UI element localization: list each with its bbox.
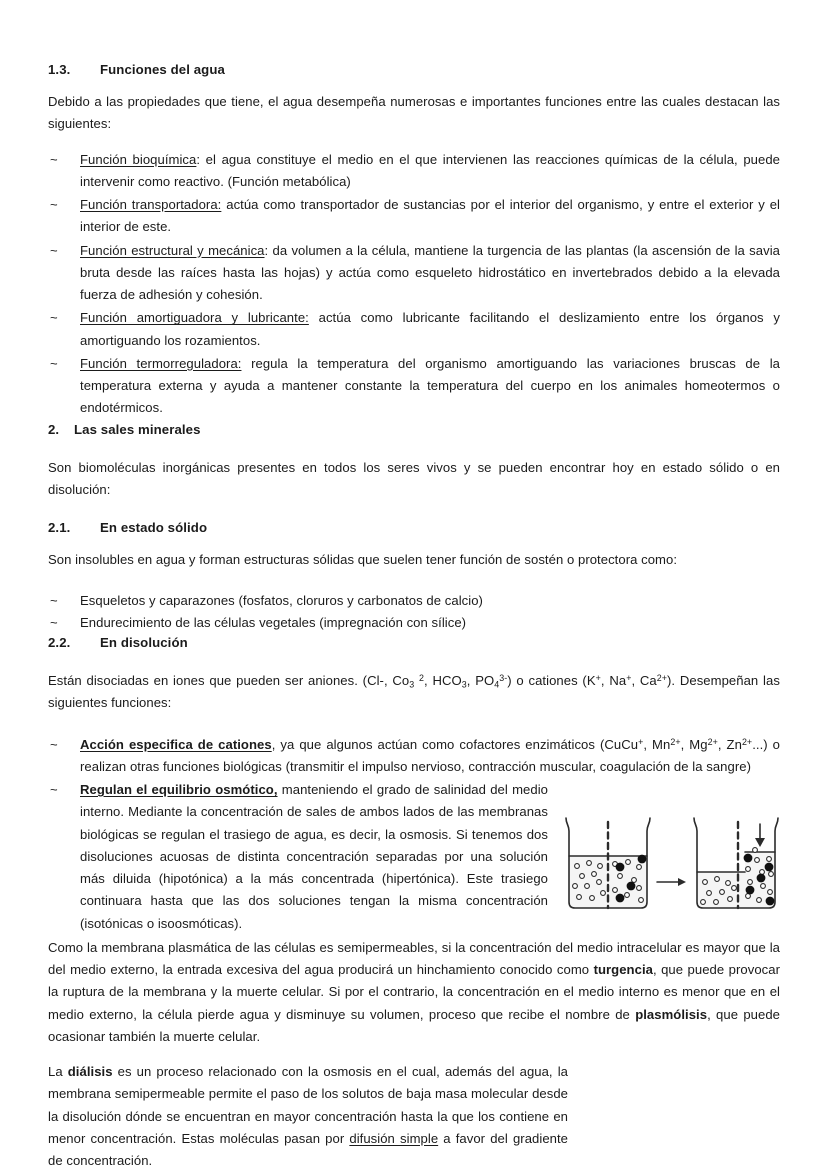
tilde-bullet-icon: ~ [50,151,58,167]
tilde-bullet-icon: ~ [50,197,58,212]
sup: 2+ [656,672,667,683]
paragraph-2-2-intro [48,670,780,715]
sep: , [466,672,476,688]
paragraph-dialisis [48,1061,568,1171]
ion-calcium: $Ca^{2+}$ [639,672,667,688]
term-label: Función amortiguadora y lubricante: [80,310,309,326]
ion-zinc: $Zn^{2+}$ [726,736,753,752]
ion-magnesium: $Mg^{2+}$ [689,736,718,752]
heading-2-1 [48,520,780,535]
list-item [48,149,780,194]
tilde-bullet-icon: ~ [50,736,58,752]
sub: 3 [461,679,467,690]
tilde-bullet-icon: ~ [50,782,58,798]
paragraph-2-1-intro: Son insolubles en agua y forman estructuras sólidas que suelen tener función de sostén o protectora como: [48,552,678,567]
paragraph-turgencia [48,937,780,1048]
heading-1-3-number: 1.3. [48,62,71,77]
osmosis-diagram [558,814,786,922]
paragraph-1-3-intro: Debido a las propiedades que tiene, el agua desempeña numerosas e importantes funciones entre las cuales destacan las siguientes: [48,94,780,132]
keyword-turgencia: turgencia [593,962,653,978]
water-influx-arrow-icon [755,824,765,847]
list-item [48,353,780,420]
period: ). [667,672,676,688]
list-item [48,734,780,779]
process-arrow-icon [657,878,686,886]
text-part: a favor del gradiente de concentración. [48,1130,569,1169]
heading-2-2-title: En disolución [100,634,188,650]
ion-carbonate: $Co_3$ $^2$ [392,672,425,690]
ion-bicarbonate: $HCO_3$ [432,672,467,690]
sep: , [424,672,433,688]
term-label: Función transportadora: [80,197,222,212]
term-body: actúa como lubricante facilitando el deslizamiento entre los órganos y amortiguando los rozamientos. [80,310,780,348]
sup: + [638,736,644,747]
term-label: Regulan el equilibrio osmótico, [80,782,278,798]
sup: + [626,672,632,683]
keyword-plasmolisis: plasmólisis [635,1006,708,1022]
tilde-bullet-icon: ~ [50,355,58,371]
term-body: : el agua constituye el medio en el que intervienen las reacciones químicas de la célula, puede intervenir como reactivo. (Función metabólica) [80,151,780,189]
term-body: regula la temperatura del organismo amortiguando las variaciones bruscas de la temperatura externa y ayuda a mantener constante la temperatura del cuerpo en los animales homeotermos o endotérmicos. [80,355,780,416]
ion-sodium: Na+ [609,672,632,688]
list-funciones-agua [48,149,780,420]
sep: , [717,736,727,752]
heading-2-1-number: 2.1. [48,520,71,535]
text-part: , que puede provocar la ruptura de la membrana y la muerte celular. Si por el contrario, la concentración en el medio interno es menor que en el medio externo, la célula pierde agua y disminuye su volumen, proceso que recibe el nombre de [48,962,780,1022]
text-part: La [48,1064,68,1080]
sep: , [383,672,393,688]
ion-potassium: K+ [586,672,601,688]
sup: + [595,672,601,683]
term-body: : da volumen a la célula, mantiene la turgencia de las plantas (la ascensión de la savia bruta desde las raíces hasta las hojas) y actúa como esqueleto hidrostático en invertebrados debido a la elevada fuerza de adhesión y cohesión. [80,242,780,302]
heading-2-1-title: En estado sólido [100,520,208,535]
tilde-bullet-icon: ~ [50,593,58,609]
tilde-bullet-icon: ~ [50,310,58,326]
term-body: actúa como transportador de sustancias por el interior del organismo, y entre el exterior y el interior de este. [80,197,780,235]
ion-manganese: $Mn^{2+}$ [652,736,681,752]
heading-2-2-number: 2.2. [48,634,71,650]
sep: , [631,672,640,688]
list-item [48,590,780,612]
term-body: manteniendo el grado de salinidad del medio interno. Mediante la concentración de sales de ambos lados de las membranas biológicas se regulan el trasiego de agua, es decir, la osmosis. Si tenemos dos disoluciones acuosas de distinta concentración separadas por una solución más diluida (hipotónica) a la más concentrada (hipertónica). Este trasiego continuara hasta que las dos soluciones tengan la misma concentración (isotónicas o isoosmóticas). [80,782,548,931]
tilde-bullet-icon: ~ [50,242,58,258]
sep: , [643,736,653,752]
heading-1-3-title: Funciones del agua [100,62,225,77]
document-body [48,62,780,1171]
sup: 2+ [707,736,718,747]
list-estado-solido [48,590,780,634]
term-body-b: ...) o realizan otras funciones biológicas (transmitir el impulso nervioso, contracción muscular, coagulación de la sangre) [80,736,780,774]
keyword-dialisis: diálisis [67,1064,113,1080]
term-label: Función estructural y mecánica [80,242,265,258]
term-label: Función termorreguladora: [80,355,242,371]
text-part: , que puede ocasionar también la muerte celular. [48,1006,780,1044]
term-label: Función bioquímica [80,151,197,167]
sup: 3- [499,672,508,683]
paragraph-2-2-suffix: Desempeñan las siguientes funciones: [48,672,780,711]
sup: 2 [419,672,425,683]
list-item [48,612,780,634]
tilde-bullet-icon: ~ [50,614,58,630]
heading-2-number: 2. [48,421,60,437]
list-item-label: Endurecimiento de las células vegetales (impregnación con sílice) [80,614,467,630]
list-item-label: Esqueletos y caparazones (fosfatos, cloruros y carbonatos de calcio) [80,593,483,609]
osmosis-figure-svg [558,814,786,922]
heading-2 [48,422,780,437]
term-body-a: , ya que algunos actúan como cofactores enzimáticos (Cu [271,736,622,752]
text-part: es un proceso relacionado con la osmosis en el cual, además del agua, la membrana semipermeable permite el paso de los solutos de baja masa molecular desde la disolución dónde se encuentran en mayor concentración hasta la que los contiene en menor concentración. Estas moléculas pasan por [48,1064,568,1146]
sep: , [600,672,610,688]
sup: 2+ [741,736,753,747]
heading-2-title: Las sales minerales [74,421,201,437]
anions-lead-text: Están disociadas en iones que pueden ser aniones. ( [48,672,368,688]
heading-2-2 [48,635,780,650]
sub: 3 [409,679,415,690]
sep: , [680,736,690,752]
term-label: Acción especifica de cationes [80,736,272,752]
paragraph-2-intro: Son biomoléculas inorgánicas presentes en todos los seres vivos y se pueden encontrar hoy en estado sólido o en disolución: [48,459,780,497]
keyword-difusion-simple: difusión simple [349,1130,439,1146]
text-part: Como la membrana plasmática de las células es semipermeables, si la concentración del medio intracelular es mayor que la del medio externo, la entrada excesiva del agua producirá un hinchamiento conocido como [48,939,780,978]
sup: 2+ [670,736,681,747]
sub: 4 [494,679,500,690]
heading-1-3 [48,62,780,77]
ion-chloride: Cl- [367,672,384,688]
list-item [48,194,780,239]
close-paren-cations: ) o cationes ( [507,672,587,688]
list-item [48,240,780,307]
list-item [48,307,780,352]
ion-phosphate: $PO_4^{3-}$ [475,672,508,690]
ion-copper: Cu+ [621,736,644,752]
